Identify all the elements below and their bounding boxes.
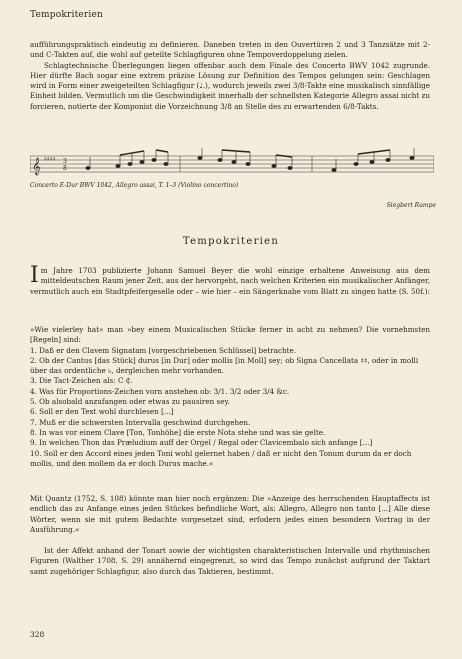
quote-item: 9. In welchen Thon das Præludium auff der Orgel / Regal oder Clavicembalo sich anfange [...] bbox=[30, 438, 373, 448]
paragraph-4: Ist der Affekt anhand der Tonart sowie der wichtigsten charakteristischen Intervalle und rhythmischen Figuren (Walther 1708, S. 29) annähernd eingegrenzt, so wird das Tempo zunächst aufgrund der Taktart samt zugehöriger Schlagfigur, also durch das Taktieren, bestimmt. bbox=[30, 546, 430, 576]
svg-text:♯♯♯♯: ♯♯♯♯ bbox=[44, 156, 56, 163]
music-example-staff bbox=[30, 148, 434, 182]
quote-item: 2. Ob der Cantus [das Stück] durus [in Dur] oder mollis [in Moll] sey; ob Signa Cancellata ♯♯, oder in molli über das ordentliche ♭, dergleichen mehr vorhanden. bbox=[30, 355, 419, 376]
svg-text:8: 8 bbox=[63, 165, 67, 172]
quote-item: 1. Daß er den Clavem Signatam [vorgeschriebenen Schlüssel] betrachte. bbox=[30, 345, 297, 355]
paragraph-2 bbox=[30, 263, 431, 297]
paragraph-1b-text: Schlagtechnische Überlegungen liegen offenbar auch dem Finale des Concerto BWV 1042 zugrunde. Hier dürfte Bach sogar eine extrem präzise Lösung zur Definition des Tempos gelungen sein: Geschlagen wird in Form einer zweigeteilten Schlagfigur (♩.), wodurch jeweils zwei 3/8-Takte eine musikalisch sinnfällige Einheit bilden. Vermutlich um die Geschwindigkeit innerhalb der schnellsten Kategorie Allegro assai nicht zu forcieren, notierte der Komponist die Vorzeichnung 3/8 an Stelle des zu erwartenden 6/8-Takts. bbox=[30, 60, 430, 111]
drop-cap: I bbox=[30, 263, 39, 288]
quote-item: 6. Soll er den Text wohl durchlesen [...] bbox=[30, 407, 174, 417]
quote-item: 4. Was für Proportions-Zeichen vorn anstehen ob: 3/1. 3/2 oder 3/4 &c. bbox=[30, 386, 290, 396]
svg-text:3: 3 bbox=[63, 158, 67, 165]
paragraph-3: Mit Quantz (1752, S. 108) könnte man hier noch ergänzen: Die »Anzeige des herrschenden Hauptaffects ist endlich das zu Anfange eines jeden Stückes befindliche Wort, als: Allegro, Allegro non tanto [...] Alle diese Wörter, wenn sie mit gutem Bedachte vorgesetzet sind, erfodern jedes einen besondern Vortrag in der Ausführung.« bbox=[30, 494, 430, 534]
paragraph-2-text: m Jahre 1703 publizierte Johann Samuel Beyer die wohl einzige erhaltene Anweisung aus dem mitteldeutschen Raum jener Zeit, aus der hervorgeht, nach welchen Kriterien ein musikalischer Anfänger, vermutlich auch ein Stadtpfeifergeselle oder – wie hier – ein Sängerknabe vom Blatt zu singen hatte (S. 50f.): bbox=[30, 266, 431, 296]
quote-item: 8. In was vor einem Clave [Ton, Tonhöhe] die erste Nota stehe und was sie gelte. bbox=[30, 427, 326, 437]
quote-item: 7. Muß er die schwersten Intervalla geschwind durchgehen. bbox=[30, 417, 251, 427]
author-credit: Siegbert Rampe bbox=[386, 202, 436, 209]
quote-item: 3. Die Tact-Zeichen als: C ₵. bbox=[30, 376, 133, 386]
quote-item: 5. Ob alsobald anzufangen oder etwas zu pausiren sey. bbox=[30, 397, 230, 407]
quote-item: 10. Soll er den Accord eines jeden Toni wohl gelernet haben / daß er nicht den Tonum durum da er doch mollis, und den mollem da er doch Durus mache.« bbox=[30, 448, 412, 468]
beyer-quote bbox=[30, 325, 430, 469]
running-head: Tempokriterien bbox=[30, 10, 104, 20]
section-title: Tempokriterien bbox=[182, 236, 280, 247]
paragraph-1 bbox=[30, 40, 430, 112]
paragraph-1-text: aufführungspraktisch eindeutig zu definieren. Daneben treten in den Ouvertüren 2 und 3 Tanzsätze mit 2- und C-Takten auf, die wohl auf geteilte Schlagfiguren ohne Tempoverdoppelung zielen. bbox=[30, 40, 430, 60]
page-number: 328 bbox=[30, 630, 45, 639]
svg-text:𝄞: 𝄞 bbox=[32, 157, 41, 175]
quote-intro: »Wie vielerley hat« man »bey einem Musicalischen Stücke ferner in acht zu nehmen? Die vornehmsten [Regeln] sind: bbox=[30, 325, 430, 345]
music-example-caption: Concerto E-Dur BWV 1042, Allegro assai, T. 1–3 (Violino concertino) bbox=[30, 182, 239, 189]
